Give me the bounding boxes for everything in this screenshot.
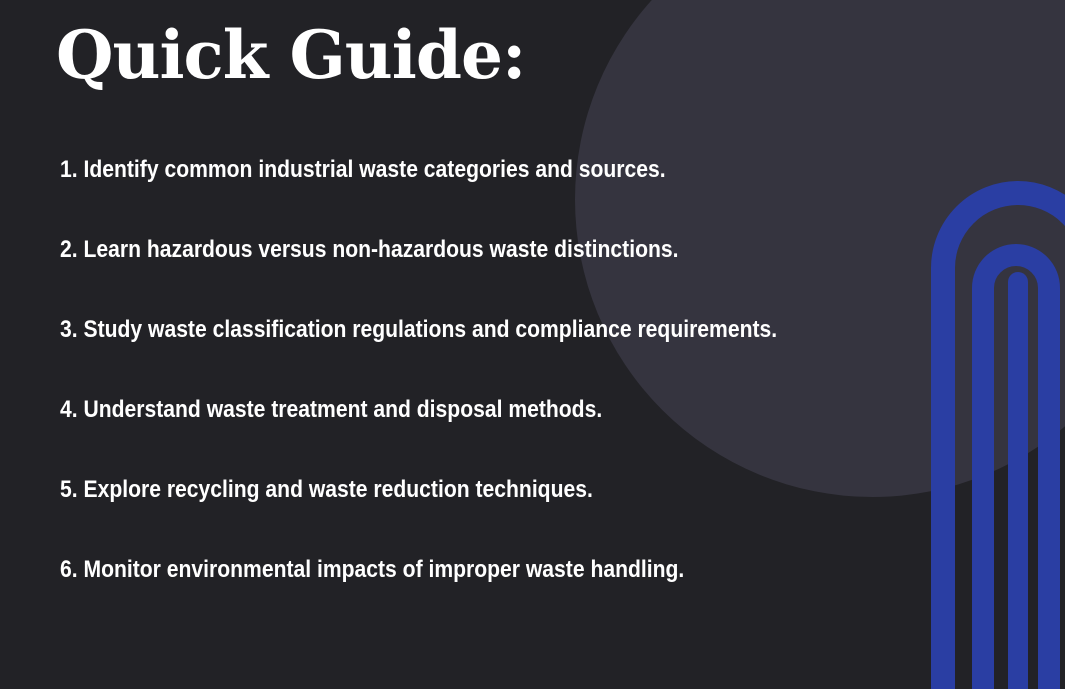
guide-item-4: 4. Understand waste treatment and disposal methods.: [60, 396, 603, 423]
guide-item-1: 1. Identify common industrial waste categories and sources.: [60, 156, 666, 183]
guide-item-3: 3. Study waste classification regulations and compliance requirements.: [60, 316, 778, 343]
guide-item-2: 2. Learn hazardous versus non-hazardous waste distinctions.: [60, 236, 679, 263]
guide-list: [60, 152, 875, 632]
guide-item-5: 5. Explore recycling and waste reduction techniques.: [60, 476, 593, 503]
page-title: Quick Guide:: [56, 16, 526, 94]
guide-item-6: 6. Monitor environmental impacts of improper waste handling.: [60, 556, 685, 583]
